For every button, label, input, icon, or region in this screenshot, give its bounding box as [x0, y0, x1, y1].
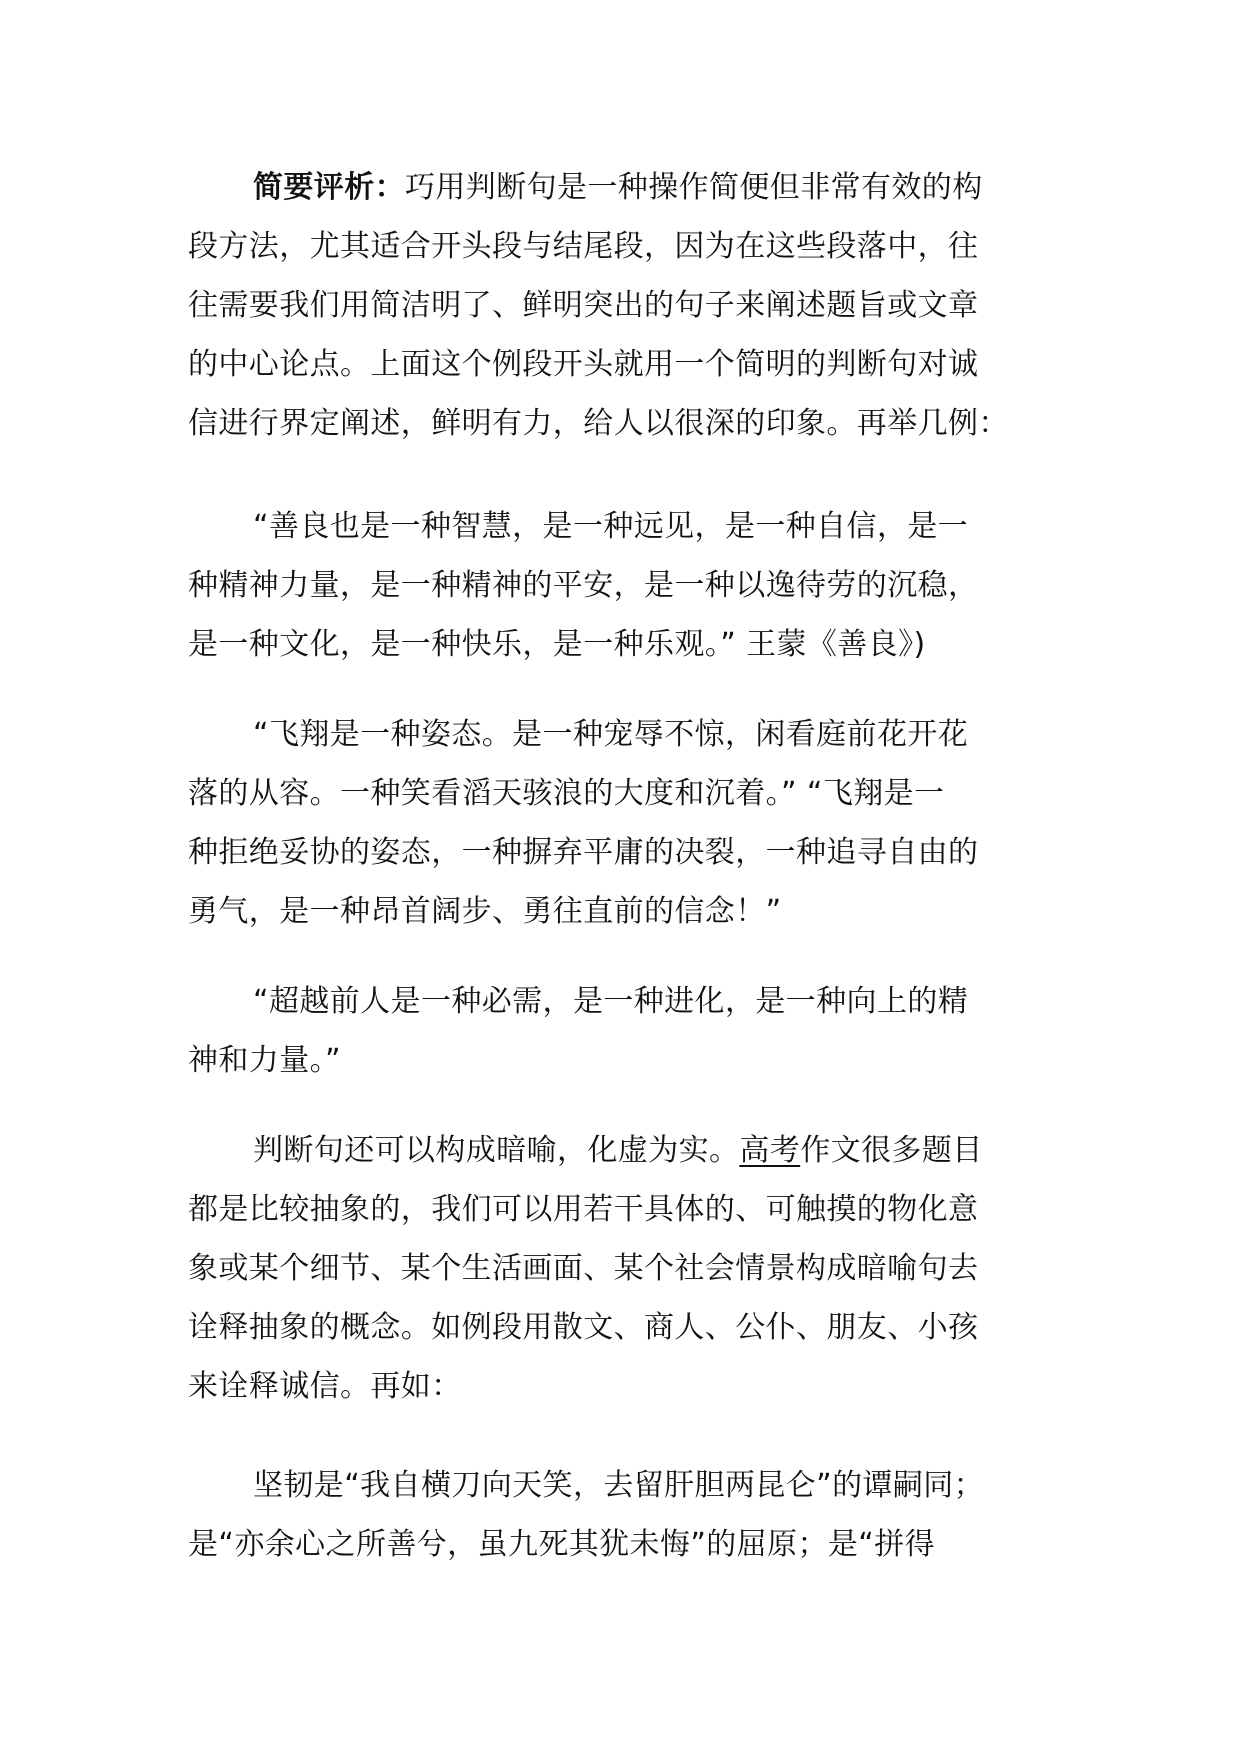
- text-line: [188, 1185, 978, 1235]
- line-text: 是“亦余心之所善兮，虽九死其犹未悔”的屈原；是“拼得: [188, 1527, 936, 1562]
- text-line: [188, 1362, 462, 1412]
- line-text: 神和力量。”: [188, 1043, 341, 1078]
- line-text: “飞翔是一种姿态。是一种宠辱不惊，闲看庭前花开花: [253, 717, 969, 752]
- line-text: 落的从容。一种笑看滔天骇浪的大度和沉着。” “飞翔是一: [188, 776, 945, 811]
- line-text: “善良也是一种智慧，是一种远见，是一种自信，是一: [253, 509, 969, 544]
- text-line: [253, 163, 983, 213]
- line-text: 往需要我们用简洁明了、鲜明突出的句子来阐述题旨或文章: [188, 288, 979, 323]
- text-line: [253, 977, 968, 1027]
- text-line: [253, 1461, 984, 1511]
- line-text: 巧用判断句是一种操作简便但非常有效的构: [405, 170, 983, 205]
- text-line: [188, 1303, 978, 1353]
- line-text: 勇气，是一种昂首阔步、勇往直前的信念！”: [188, 894, 782, 929]
- line-text: 判断句还可以构成暗喻，化虚为实。: [253, 1133, 740, 1168]
- line-text: 诠释抽象的概念。如例段用散文、商人、公仆、朋友、小孩: [188, 1310, 979, 1345]
- text-line: [188, 340, 978, 390]
- line-text: “超越前人是一种必需，是一种进化，是一种向上的精: [253, 984, 969, 1019]
- text-line: [188, 281, 978, 331]
- text-line: [188, 620, 926, 670]
- line-text: 信进行界定阐述，鲜明有力，给人以很深的印象。再举几例：: [188, 406, 1009, 441]
- gaokao-link[interactable]: 高考: [739, 1133, 801, 1168]
- text-line: [188, 1244, 978, 1294]
- text-line: [188, 399, 1009, 449]
- text-line: [253, 710, 968, 760]
- text-line: [253, 502, 968, 552]
- line-text: 种精神力量，是一种精神的平安，是一种以逸待劳的沉稳，: [188, 568, 979, 603]
- text-line: [188, 1520, 935, 1570]
- text-line: [188, 887, 782, 937]
- analysis-label: 简要评析：: [253, 170, 405, 205]
- text-line: [253, 1126, 983, 1176]
- text-line: [188, 1036, 341, 1086]
- text-line: [188, 561, 978, 611]
- line-text: 段方法，尤其适合开头段与结尾段，因为在这些段落中，往: [188, 229, 979, 264]
- line-text: 来诠释诚信。再如：: [188, 1369, 462, 1404]
- line-text: 是一种文化，是一种快乐，是一种乐观。” 王蒙《善良》): [188, 627, 926, 662]
- line-text: 坚韧是“我自横刀向天笑，去留肝胆两昆仑”的谭嗣同；: [253, 1468, 985, 1503]
- line-text: 象或某个细节、某个生活画面、某个社会情景构成暗喻句去: [188, 1251, 979, 1286]
- text-line: [188, 222, 978, 272]
- line-text: 种拒绝妥协的姿态，一种摒弃平庸的决裂，一种追寻自由的: [188, 835, 979, 870]
- line-text: 都是比较抽象的，我们可以用若干具体的、可触摸的物化意: [188, 1192, 979, 1227]
- text-line: [188, 828, 978, 878]
- line-text: 的中心论点。上面这个例段开头就用一个简明的判断句对诚: [188, 347, 979, 382]
- text-line: [188, 769, 944, 819]
- line-text: 作文很多题目: [800, 1133, 983, 1168]
